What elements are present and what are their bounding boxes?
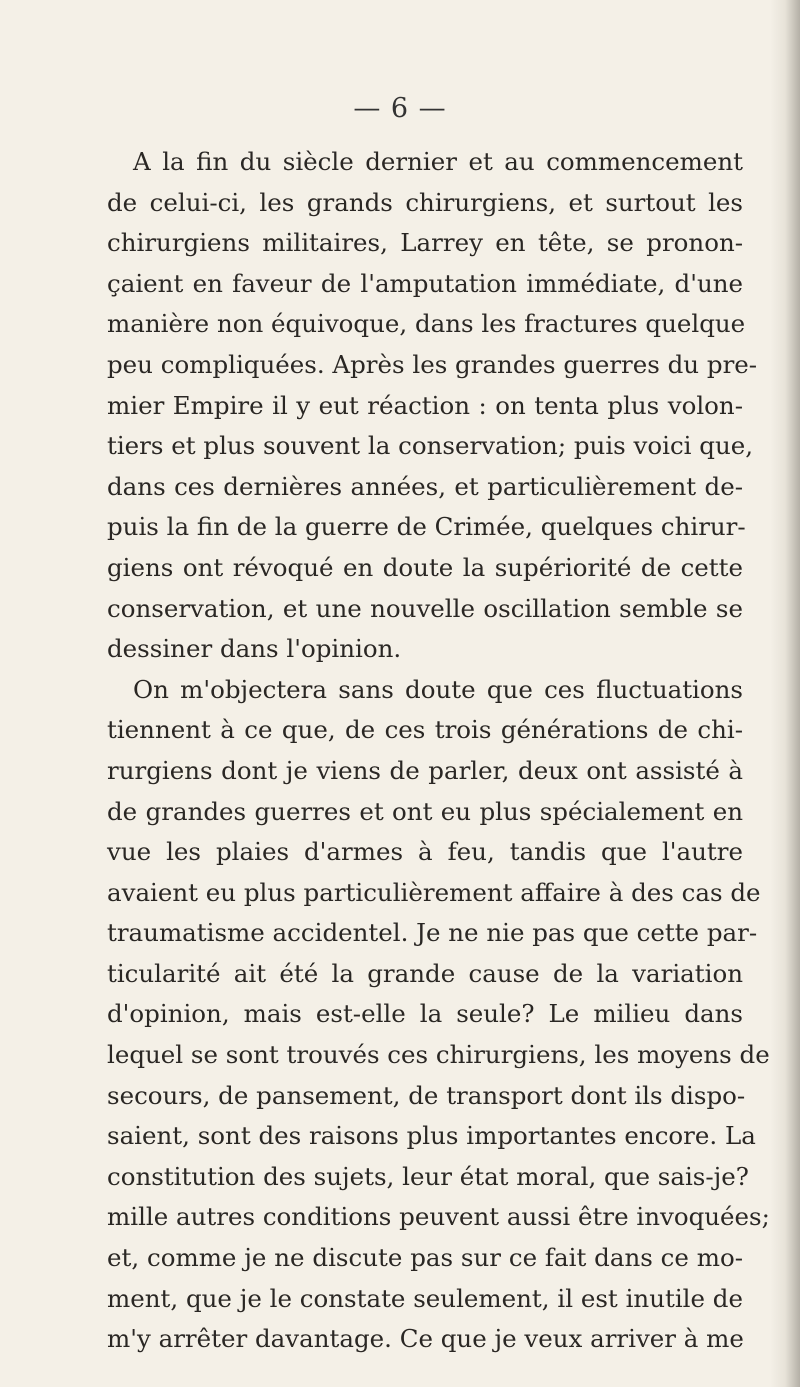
text-line: chirurgiens militaires, Larrey en tête, se pronon- xyxy=(107,228,743,258)
text-line: tiers et plus souvent la conservation; puis voici que, xyxy=(107,431,754,461)
text-line: traumatisme accidentel. Je ne nie pas que cette par- xyxy=(107,918,758,948)
text-line: giens ont révoqué en doute la supériorité de cette xyxy=(107,552,743,582)
text-line: et, comme je ne discute pas sur ce fait dans ce mo- xyxy=(107,1243,743,1273)
text-line: avaient eu plus particulièrement affaire à des cas de xyxy=(107,877,761,907)
text-line: secours, de pansement, de transport dont ils dispo- xyxy=(107,1080,746,1110)
body-text xyxy=(107,142,770,1360)
text-line: de celui-ci, les grands chirurgiens, et surtout les xyxy=(107,187,743,217)
text-line: vue les plaies d'armes à feu, tandis que l'autre xyxy=(107,837,743,867)
page-number: — 6 — xyxy=(353,93,447,124)
text-line: m'y arrêter davantage. Ce que je veux arriver à me xyxy=(107,1324,744,1354)
text-line: saient, sont des raisons plus importantes encore. La xyxy=(107,1121,756,1151)
text-line: tiennent à ce que, de ces trois générations de chi- xyxy=(107,715,743,745)
text-line: lequel se sont trouvés ces chirurgiens, les moyens de xyxy=(107,1040,770,1070)
text-line: On m'objectera sans doute que ces fluctuations xyxy=(133,674,743,704)
text-line: puis la fin de la guerre de Crimée, quelques chirur- xyxy=(107,512,746,542)
text-line: dessiner dans l'opinion. xyxy=(107,634,402,664)
text-line: rurgiens dont je viens de parler, deux ont assisté à xyxy=(107,755,743,785)
text-line: peu compliquées. Après les grandes guerres du pre- xyxy=(107,349,758,379)
text-line: ticularité ait été la grande cause de la variation xyxy=(107,958,743,988)
text-line: d'opinion, mais est-elle la seule? Le milieu dans xyxy=(107,999,743,1029)
text-line: mille autres conditions peuvent aussi être invoquées; xyxy=(107,1202,770,1232)
text-line: mier Empire il y eut réaction : on tenta plus volon- xyxy=(107,390,743,420)
text-line: A la fin du siècle dernier et au commencement xyxy=(133,147,743,176)
text-line: constitution des sujets, leur état moral, que sais-je? xyxy=(107,1161,749,1191)
text-line: dans ces dernières années, et particulièrement de- xyxy=(107,471,743,501)
text-line: de grandes guerres et ont eu plus spécialement en xyxy=(107,796,743,826)
text-line: ment, que je le constate seulement, il est inutile de xyxy=(107,1283,743,1313)
text-line: conservation, et une nouvelle oscillation semble se xyxy=(107,593,743,623)
text-line: çaient en faveur de l'amputation immédiate, d'une xyxy=(107,268,743,298)
text-line: manière non équivoque, dans les fractures quelque xyxy=(107,309,746,339)
